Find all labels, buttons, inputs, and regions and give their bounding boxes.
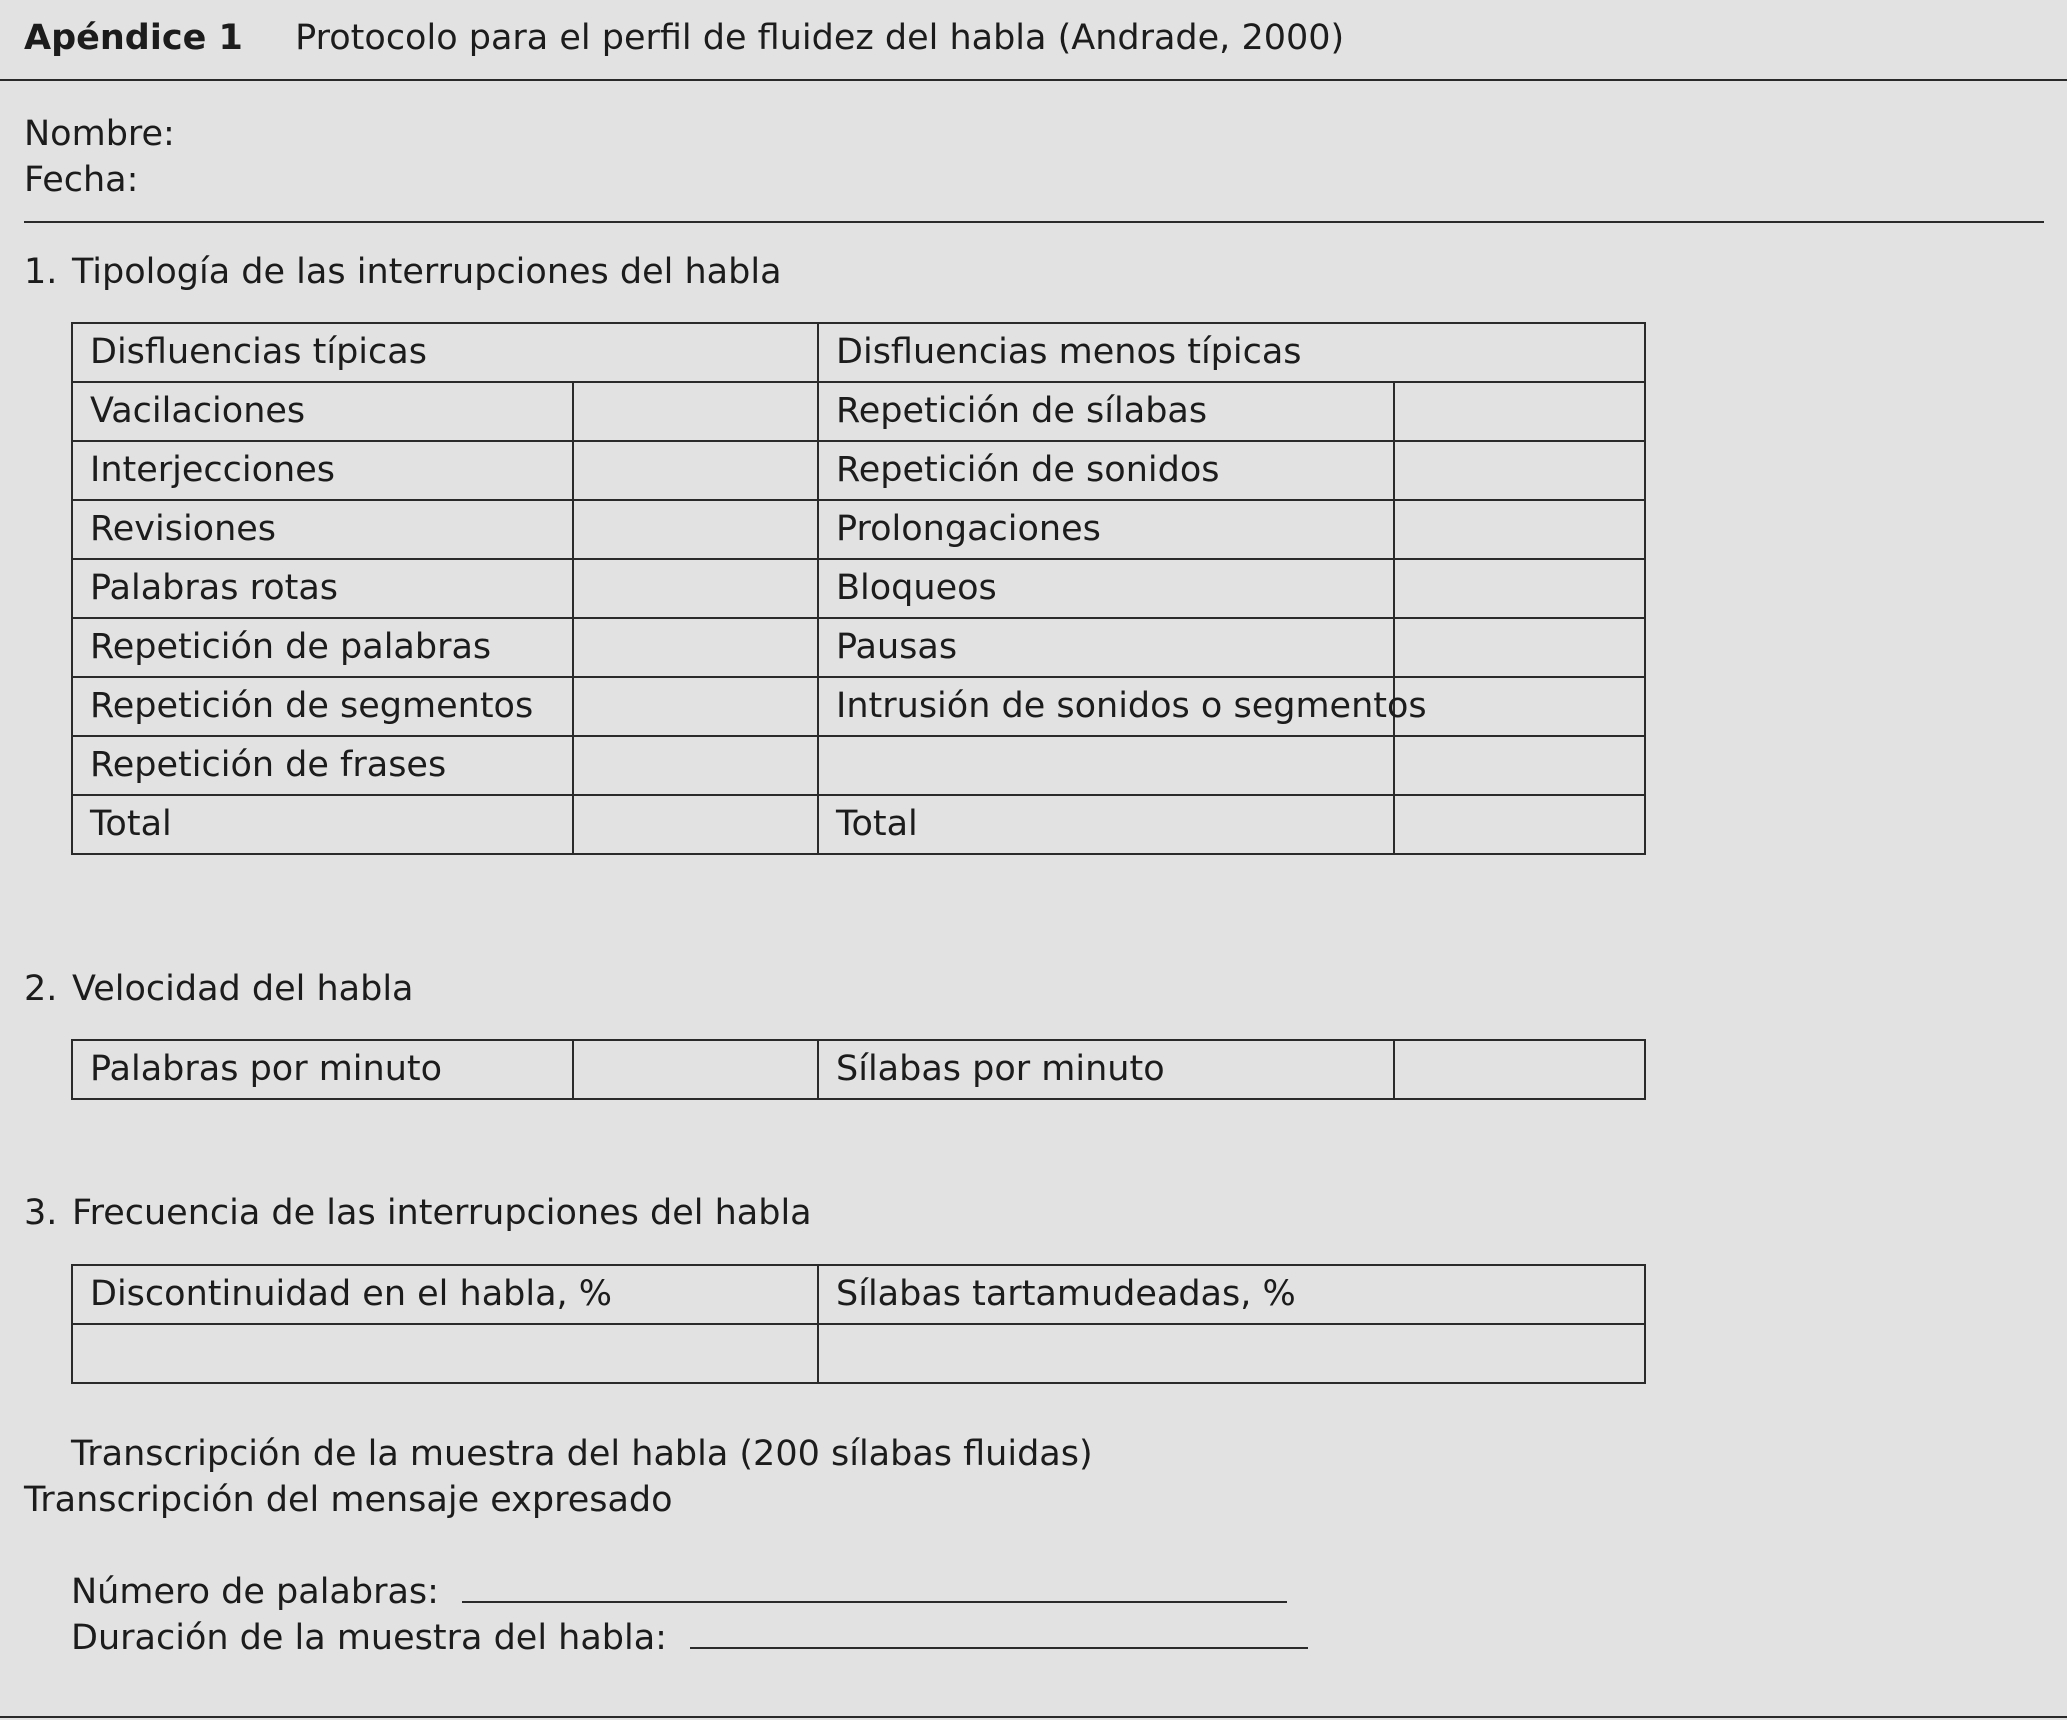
table-row [72,559,1645,618]
date-label: Fecha: [24,160,139,200]
speech-rate-table [71,1039,1646,1100]
less-typical-label: Repetición de sonidos [818,441,1394,500]
less-typical-value-cell[interactable] [1394,677,1645,736]
table-row [72,500,1645,559]
table-row [72,1040,1645,1099]
less-typical-value-cell[interactable] [1394,441,1645,500]
section1-title: Tipología de las interrupciones del habla [72,252,782,292]
table-row [72,677,1645,736]
stuttered-syllables-cell[interactable] [818,1324,1645,1383]
section2-number: 2. [24,969,58,1009]
typical-label: Repetición de segmentos [72,677,573,736]
less-typical-total-label: Total [818,795,1394,854]
section2-title: Velocidad del habla [72,969,414,1009]
message-transcription-label: Transcripción del mensaje expresado [24,1480,673,1520]
section2-heading [24,969,414,1009]
section1-heading [24,252,782,292]
less-typical-label: Prolongaciones [818,500,1394,559]
typical-label: Vacilaciones [72,382,573,441]
words-per-minute-label: Palabras por minuto [72,1040,573,1099]
typical-label: Revisiones [72,500,573,559]
words-per-minute-cell[interactable] [573,1040,818,1099]
typical-value-cell[interactable] [573,677,818,736]
less-typical-label: Repetición de sílabas [818,382,1394,441]
less-typical-label: Bloqueos [818,559,1394,618]
typical-value-cell[interactable] [573,618,818,677]
duration-line [71,1617,1308,1658]
disfluency-table [71,322,1646,855]
sample-transcription-label: Transcripción de la muestra del habla (200 sílabas fluidas) [71,1434,1093,1474]
word-count-label: Número de palabras: [71,1572,439,1612]
word-count-line [71,1571,1287,1612]
section3-title: Frecuencia de las interrupciones del habla [72,1193,812,1233]
less-typical-value-cell[interactable] [1394,382,1645,441]
table-row [72,382,1645,441]
section1-number: 1. [24,252,58,292]
less-typical-value-cell[interactable] [1394,736,1645,795]
name-label: Nombre: [24,114,175,154]
frequency-table [71,1264,1646,1384]
less-typical-label: Intrusión de sonidos o segmentos [818,677,1394,736]
section3-number: 3. [24,1193,58,1233]
less-typical-label [818,736,1394,795]
less-typical-value-cell[interactable] [1394,500,1645,559]
typical-value-cell[interactable] [573,559,818,618]
table-row [72,736,1645,795]
appendix-title: Protocolo para el perfil de fluidez del habla (Andrade, 2000) [295,18,1345,58]
typical-label: Palabras rotas [72,559,573,618]
header-divider [0,79,2067,81]
typical-value-cell[interactable] [573,441,818,500]
typical-value-cell[interactable] [573,500,818,559]
less-typical-value-cell[interactable] [1394,618,1645,677]
typical-label: Repetición de frases [72,736,573,795]
appendix-label: Apéndice 1 [24,18,243,58]
duration-field[interactable] [690,1617,1308,1649]
form-divider [24,221,2044,223]
table-total-row [72,795,1645,854]
table-header-row [72,1265,1645,1324]
less-typical-total-cell[interactable] [1394,795,1645,854]
table-row [72,618,1645,677]
typical-value-cell[interactable] [573,382,818,441]
discontinuity-label: Discontinuidad en el habla, % [72,1265,818,1324]
section3-heading [24,1193,812,1233]
typical-total-label: Total [72,795,573,854]
typical-label: Interjecciones [72,441,573,500]
footer-divider [0,1716,2067,1718]
typical-header: Disfluencias típicas [72,323,818,382]
less-typical-value-cell[interactable] [1394,559,1645,618]
discontinuity-cell[interactable] [72,1324,818,1383]
less-typical-header: Disfluencias menos típicas [818,323,1645,382]
syllables-per-minute-label: Sílabas por minuto [818,1040,1394,1099]
typical-label: Repetición de palabras [72,618,573,677]
table-header-row [72,323,1645,382]
typical-total-cell[interactable] [573,795,818,854]
appendix-header [24,18,1344,58]
less-typical-label: Pausas [818,618,1394,677]
typical-value-cell[interactable] [573,736,818,795]
table-row [72,441,1645,500]
duration-label: Duración de la muestra del habla: [71,1618,667,1658]
stuttered-syllables-label: Sílabas tartamudeadas, % [818,1265,1645,1324]
syllables-per-minute-cell[interactable] [1394,1040,1645,1099]
word-count-field[interactable] [462,1571,1287,1603]
table-row [72,1324,1645,1383]
